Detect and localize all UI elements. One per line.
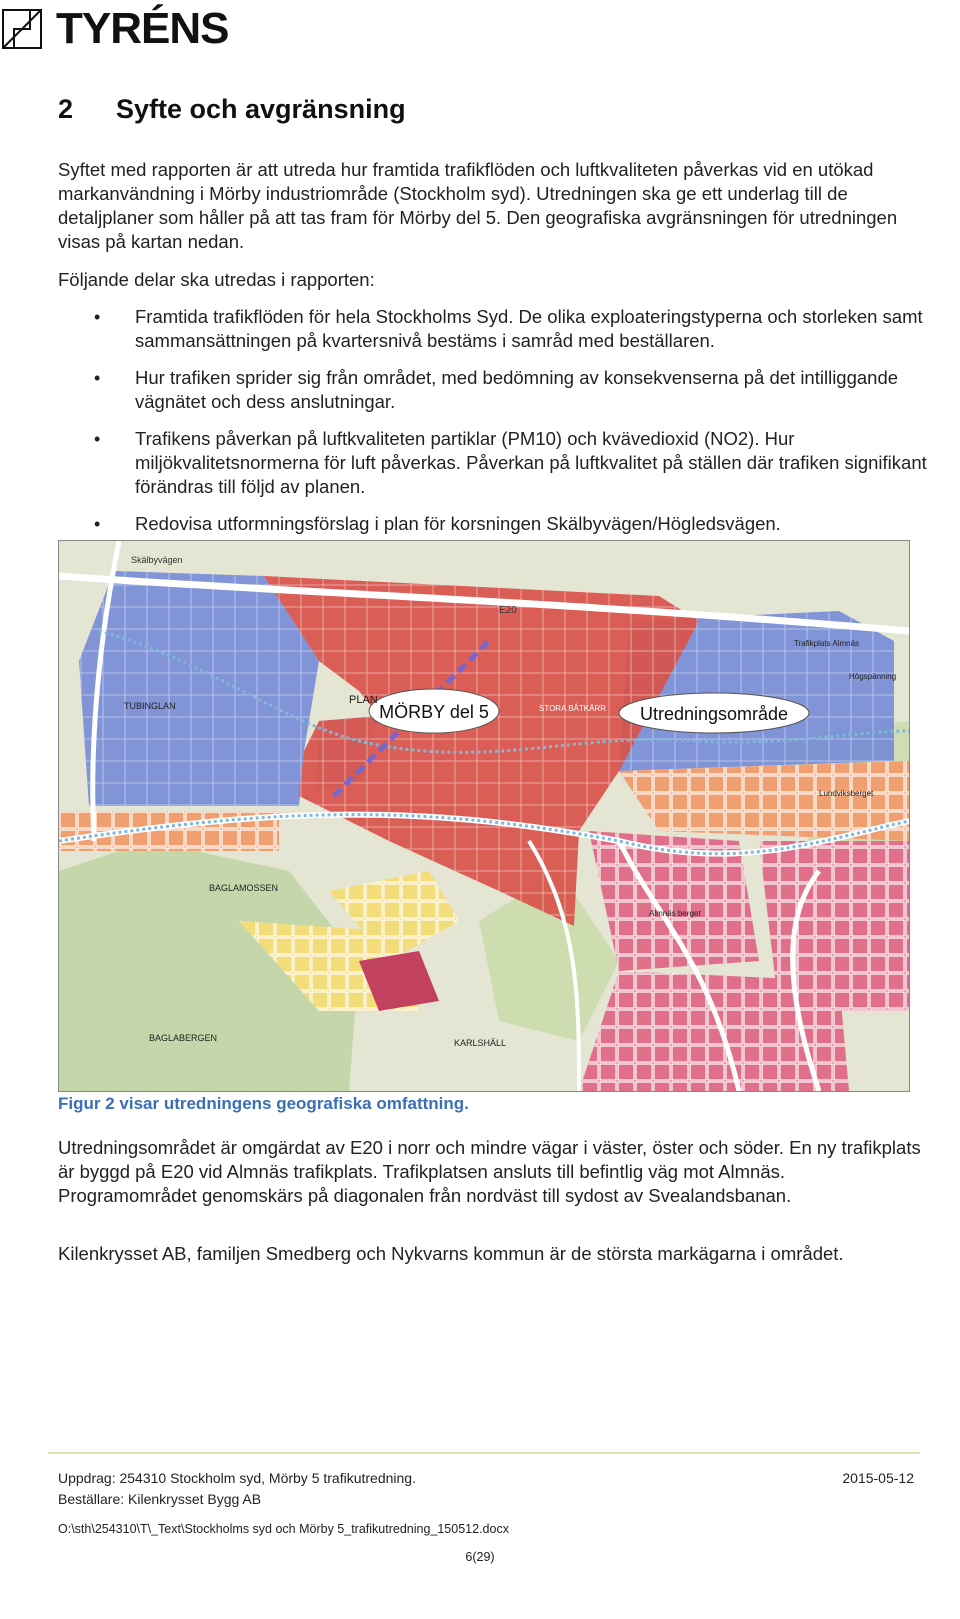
place-label: BAGLABERGEN [149, 1033, 218, 1043]
list-item [58, 305, 938, 353]
bullet-dot-icon: • [94, 307, 101, 327]
intro-paragraph: Syftet med rapporten är att utreda hur framtida trafikflöden och luftkvaliteten påverkas vid en utökad markanvändning i Mörby industriområde (Stockholm syd). Utredningen ska ge ett underlag till de detaljplaner som håller på att tas fram för Mörby del 5. Den geografiska avgränsningen för utredningen visas på kartan nedan. [58, 159, 898, 252]
footer-divider [48, 1452, 920, 1454]
footer-date: 2015-05-12 [842, 1470, 914, 1486]
place-label: Högspänning [849, 672, 897, 681]
footer-bestallare: Beställare: Kilenkrysset Bygg AB [58, 1491, 262, 1507]
place-label: Trafikplats Almnäs [794, 639, 860, 648]
logo-text: TYRÉNS [56, 4, 229, 53]
list-item-text: Hur trafiken sprider sig från området, med bedömning av konsekvenserna på det intilliggande vägnätet och dess anslutningar. [135, 367, 899, 412]
list-item [58, 366, 938, 414]
footer-uppdrag: Uppdrag: 254310 Stockholm syd, Mörby 5 trafikutredning. [58, 1470, 416, 1486]
list-intro: Följande delar ska utredas i rapporten: [58, 269, 375, 290]
company-logo [2, 6, 228, 52]
place-label: Skälbyvägen [131, 555, 183, 565]
tyrens-logo-icon [2, 9, 42, 49]
place-label: BAGLAMOSSEN [209, 883, 279, 893]
place-label: E20 [499, 605, 517, 616]
list-item [58, 427, 938, 499]
place-label: Lundviksberget [819, 789, 874, 798]
map-label-area: Utredningsområde [639, 704, 789, 724]
list-item [58, 512, 938, 536]
list-item-text: Redovisa utformningsförslag i plan för korsningen Skälbyvägen/Högledsvägen. [135, 513, 781, 534]
figure-caption: Figur 2 visar utredningens geografiska omfattning. [58, 1094, 469, 1113]
bullet-dot-icon: • [94, 429, 101, 449]
place-label: KARLSHÄLL [454, 1038, 507, 1048]
map-label-morby: MÖRBY del 5 [379, 702, 489, 722]
list-item-text: Framtida trafikflöden för hela Stockholms Syd. De olika exploateringstyperna och storleken samt sammansättningen på kvartersnivå bestäms i samråd med beställaren. [135, 306, 923, 351]
bullet-dot-icon: • [94, 514, 101, 534]
place-label: STORA BÅTKÄRR [539, 704, 606, 713]
section-heading [58, 94, 406, 125]
area-map [58, 540, 910, 1092]
section-number: 2 [58, 94, 74, 124]
section-title: Syfte och avgränsning [116, 94, 406, 124]
place-label: Almnäs berget [649, 909, 701, 918]
place-label: PLAN [349, 694, 378, 706]
map-svg [59, 541, 909, 1091]
page-number: 6(29) [465, 1550, 495, 1564]
footer-file-path: O:\sth\254310\T\_Text\Stockholms syd och Mörby 5_trafikutredning_150512.docx [58, 1522, 509, 1536]
bullet-dot-icon: • [94, 368, 101, 388]
list-item-text: Trafikens påverkan på luftkvaliteten partiklar (PM10) och kvävedioxid (NO2). Hur miljökvalitetsnormerna för luft påverkas. Påverkan på luftkvalitet på ställen där trafiken signifikant förändras till följd av planen. [135, 428, 927, 497]
bullet-list [58, 305, 938, 549]
closing-paragraph: Kilenkrysset AB, familjen Smedberg och Nykvarns kommun är de största markägarna i området. [58, 1243, 844, 1264]
place-label: TUBINGLAN [124, 701, 176, 711]
closing-paragraph: Utredningsområdet är omgärdat av E20 i norr och mindre vägar i väster, öster och söder. En ny trafikplats är byggd på E20 vid Almnäs trafikplats. Trafikplatsen ansluts till befintlig väg mot Almnäs. Programområdet genomskärs på diagonalen från nordväst till sydost av Svealandsbanan. [58, 1137, 921, 1206]
